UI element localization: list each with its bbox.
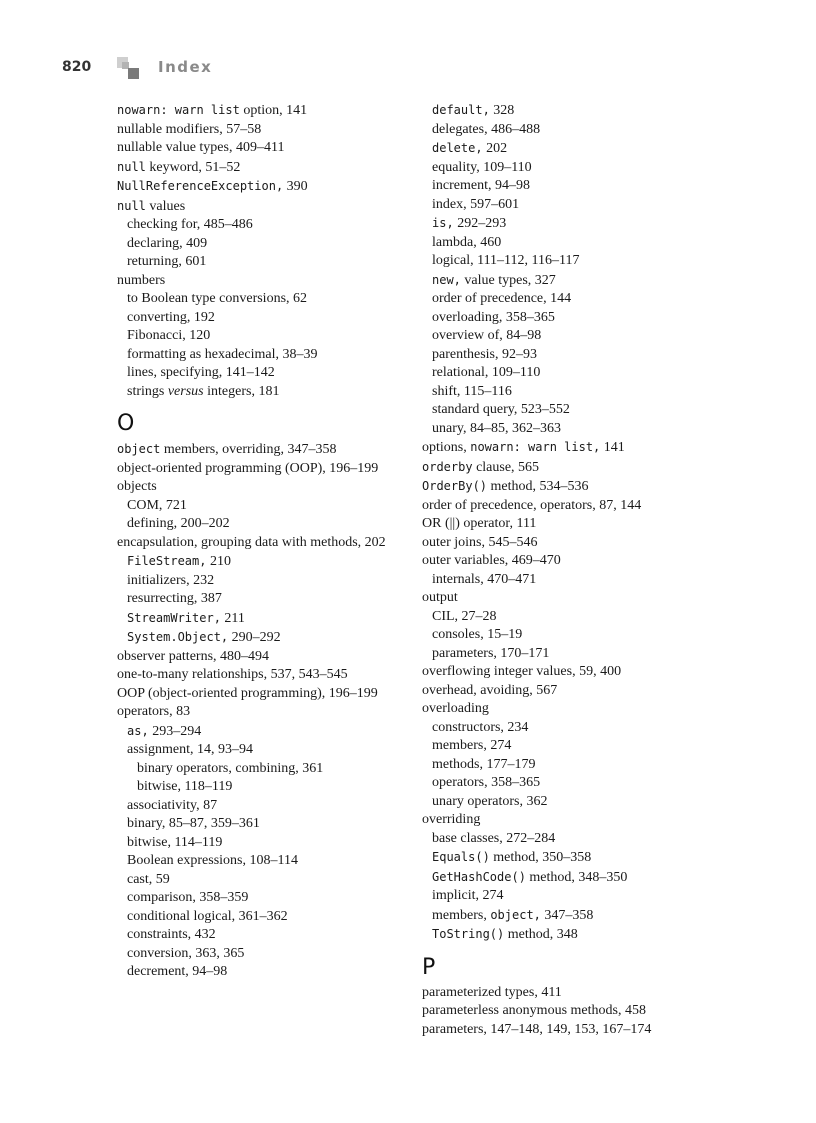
index-subentry (117, 945, 397, 964)
index-entry (117, 666, 397, 685)
entry-text: lambda, 460 (432, 234, 502, 250)
index-subentry (422, 756, 702, 775)
index-subentry (117, 778, 397, 797)
code-term: delete, (432, 141, 483, 155)
entry-text: OOP (object-oriented programming), 196–199 (117, 685, 378, 701)
index-entry (117, 460, 397, 479)
index-entry (117, 197, 397, 217)
index-entry (422, 1021, 702, 1040)
entry-text: defining, 200–202 (127, 516, 230, 531)
index-entry (422, 1002, 702, 1021)
entry-text: 210 (206, 554, 231, 569)
index-subentry (117, 515, 397, 534)
page-number: 820 (62, 59, 92, 75)
index-subentry (117, 908, 397, 927)
entry-text: 290–292 (228, 630, 281, 645)
index-subentry (117, 572, 397, 591)
entry-text: unary operators, 362 (432, 793, 548, 809)
entry-text: outer joins, 545–546 (422, 534, 538, 550)
index-subentry (422, 290, 702, 309)
index-subentry (422, 645, 702, 664)
index-subentry (117, 797, 397, 816)
index-subentry (117, 609, 397, 629)
index-subentry (117, 926, 397, 945)
entry-text: parameterless anonymous methods, 458 (422, 1003, 646, 1018)
entry-text: operators, 83 (117, 704, 191, 719)
index-subentry (422, 571, 702, 590)
index-subentry (117, 383, 397, 402)
index-subentry (422, 401, 702, 420)
entry-text: 141 (600, 440, 625, 455)
index-subentry (422, 868, 702, 888)
entry-text: bitwise, 114–119 (127, 834, 223, 850)
index-subentry (117, 253, 397, 272)
code-term: null (117, 198, 146, 213)
code-term: is, (432, 216, 454, 230)
entry-text: method, 350–358 (489, 850, 592, 865)
index-subentry (422, 234, 702, 253)
entry-text: objects (117, 479, 157, 494)
index-subentry (422, 626, 702, 645)
index-entry (117, 440, 397, 460)
entry-text: parenthesis, 92–93 (432, 346, 537, 362)
index-entry (422, 458, 702, 478)
index-subentry (117, 534, 397, 553)
index-subentry (422, 737, 702, 756)
entry-text: method, 348–350 (525, 869, 628, 885)
index-entry (117, 177, 397, 197)
code-term: null (117, 159, 146, 174)
index-subentry (422, 177, 702, 196)
index-entry (117, 478, 397, 497)
entry-text: strings (127, 383, 168, 399)
index-entry (422, 552, 702, 571)
entry-text: overview of, 84–98 (432, 328, 542, 343)
index-subentry (422, 139, 702, 159)
code-term: nowarn: warn list, (470, 440, 601, 454)
entry-text: overriding (422, 812, 481, 827)
entry-text: overloading, 358–365 (432, 309, 555, 325)
entry-text: 390 (283, 179, 308, 194)
entry-text: order of precedence, operators, 87, 144 (422, 497, 642, 513)
index-entry (422, 438, 702, 458)
entry-text: resurrecting, 387 (127, 591, 222, 606)
code-term: object, (490, 907, 541, 922)
index-subentry (117, 590, 397, 609)
index-subentry (422, 774, 702, 793)
index-entry (117, 648, 397, 667)
index-entry (117, 139, 397, 158)
entry-text: 292–293 (453, 216, 507, 231)
entry-text: 211 (220, 610, 245, 626)
entry-text: constraints, 432 (127, 927, 216, 942)
code-term: StreamWriter, (127, 610, 221, 625)
entry-text: order of precedence, 144 (432, 291, 572, 306)
entry-text: logical, 111–112, 116–117 (432, 253, 580, 268)
entry-text: encapsulation, grouping data with methods, 202 (117, 534, 386, 550)
index-entry (117, 703, 397, 722)
code-term: as, (127, 723, 149, 738)
index-subentry (422, 252, 702, 271)
index-subentry (117, 290, 397, 309)
entry-text: unary, 84–85, 362–363 (432, 420, 561, 436)
entry-text: conversion, 363, 365 (127, 945, 245, 961)
code-term: Equals() (432, 850, 490, 864)
index-subentry (117, 364, 397, 383)
index-subentry (422, 327, 702, 346)
code-term: nowarn: warn list (117, 103, 240, 117)
entry-text: output (422, 590, 458, 605)
index-subentry (422, 830, 702, 849)
entry-text: object-oriented programming (OOP), 196–199 (117, 460, 379, 476)
index-subentry (117, 235, 397, 254)
entry-text: members, (432, 907, 491, 923)
entry-text: internals, 470–471 (432, 571, 537, 587)
index-subentry (117, 722, 397, 742)
index-subentry (422, 793, 702, 812)
entry-text: index, 597–601 (432, 196, 520, 212)
entry-text: methods, 177–179 (432, 756, 536, 772)
index-column-left (117, 101, 397, 982)
code-term: new, (432, 272, 461, 287)
entry-text: CIL, 27–28 (432, 608, 497, 624)
entry-text: binary operators, combining, 361 (137, 760, 324, 776)
index-subentry (117, 760, 397, 779)
code-term: System.Object, (127, 630, 229, 644)
index-entry (422, 811, 702, 830)
code-term: object (117, 442, 161, 456)
entry-text: delegates, 486–488 (432, 121, 541, 137)
entry-text: clause, 565 (472, 459, 540, 475)
index-subentry (117, 871, 397, 890)
index-entry (422, 682, 702, 701)
entry-text: 293–294 (148, 723, 202, 739)
entry-text: base classes, 272–284 (432, 830, 556, 846)
entry-text: method, 534–536 (487, 479, 589, 494)
index-entry (117, 158, 397, 178)
entry-text: one-to-many relationships, 537, 543–545 (117, 667, 348, 682)
index-subentry (117, 309, 397, 328)
entry-text: options, (422, 440, 471, 455)
entry-text: relational, 109–110 (432, 365, 541, 380)
index-subentry (422, 848, 702, 868)
entry-text: shift, 115–116 (432, 383, 512, 399)
code-term: default, (432, 103, 490, 117)
code-term: NullReferenceException, (117, 179, 284, 193)
entry-text: operators, 358–365 (432, 775, 541, 790)
index-subentry (422, 271, 702, 291)
entry-text: parameters, 147–148, 149, 153, 167–174 (422, 1021, 652, 1037)
index-entry (117, 685, 397, 704)
entry-text: equality, 109–110 (432, 159, 532, 175)
index-subentry (117, 963, 397, 982)
index-subentry (117, 741, 397, 760)
code-term: OrderBy() (422, 479, 488, 493)
index-entry (422, 589, 702, 608)
index-column-right (422, 101, 702, 1039)
code-term: FileStream, (127, 554, 207, 568)
entry-text: observer patterns, 480–494 (117, 648, 270, 664)
index-subentry (422, 214, 702, 234)
index-subentry (117, 628, 397, 648)
entry-text: associativity, 87 (127, 797, 218, 813)
index-entry (422, 984, 702, 1003)
entry-text: checking for, 485–486 (127, 217, 253, 232)
index-subentry (117, 852, 397, 871)
entry-text: assignment, 14, 93–94 (127, 742, 253, 757)
index-subentry (422, 608, 702, 627)
index-subentry (422, 887, 702, 906)
entry-text: lines, specifying, 141–142 (127, 365, 275, 380)
entry-text: to Boolean type conversions, 62 (127, 291, 308, 306)
index-entry (422, 663, 702, 682)
index-entry (422, 534, 702, 553)
entry-text: consoles, 15–19 (432, 627, 523, 642)
entry-text: overflowing integer values, 59, 400 (422, 664, 622, 679)
entry-text: declaring, 409 (127, 235, 208, 251)
entry-text: decrement, 94–98 (127, 964, 228, 979)
entry-text: parameters, 170–171 (432, 645, 550, 661)
entry-text: members, 274 (432, 738, 512, 753)
entry-text: 347–358 (540, 907, 594, 923)
index-entry (117, 101, 397, 121)
entry-text: outer variables, 469–470 (422, 553, 561, 568)
index-subentry (117, 552, 397, 572)
entry-text: 328 (489, 103, 515, 118)
index-subentry (117, 327, 397, 346)
index-subentry (422, 719, 702, 738)
logo-icon (117, 57, 141, 79)
entry-text: bitwise, 118–119 (137, 779, 233, 794)
entry-text: returning, 601 (127, 254, 207, 269)
entry-text: cast, 59 (127, 871, 170, 887)
entry-text: numbers (117, 272, 166, 288)
entry-text: method, 348 (504, 927, 578, 942)
index-subentry (422, 383, 702, 402)
code-term: ToString() (432, 927, 505, 941)
index-entry (117, 121, 397, 140)
entry-text: 202 (482, 141, 508, 156)
index-entry (117, 272, 397, 291)
index-entry (422, 497, 702, 516)
entry-text: members, overriding, 347–358 (160, 442, 337, 457)
index-subentry (422, 420, 702, 439)
index-subentry (117, 815, 397, 834)
index-entry (422, 477, 702, 497)
index-subentry (422, 159, 702, 178)
entry-text: overloading (422, 701, 489, 716)
index-subentry (422, 364, 702, 383)
index-subentry (422, 196, 702, 215)
index-subentry (117, 346, 397, 365)
entry-text: integers, 181 (203, 383, 280, 399)
index-subentry (117, 497, 397, 516)
index-subentry (422, 121, 702, 140)
entry-text: standard query, 523–552 (432, 402, 570, 417)
index-entry (422, 515, 702, 534)
entry-text: keyword, 51–52 (145, 159, 241, 175)
entry-text: constructors, 234 (432, 719, 529, 735)
entry-text: Boolean expressions, 108–114 (127, 853, 298, 868)
entry-text: COM, 721 (127, 497, 187, 513)
entry-text: Fibonacci, 120 (127, 328, 211, 343)
section-title: Index (158, 58, 213, 76)
entry-text: nullable value types, 409–411 (117, 140, 285, 155)
entry-text: overhead, avoiding, 567 (422, 682, 558, 698)
code-term: GetHashCode() (432, 869, 526, 884)
entry-text: conditional logical, 361–362 (127, 908, 288, 924)
entry-text: OR (||) operator, 111 (422, 516, 537, 531)
index-subentry (117, 834, 397, 853)
italic-term: versus (167, 383, 204, 399)
index-letter-heading: P (422, 954, 436, 980)
entry-text: values (145, 198, 186, 214)
index-subentry (422, 925, 702, 945)
index-subentry (422, 309, 702, 328)
index-letter-heading: O (117, 411, 135, 436)
entry-text: formatting as hexadecimal, 38–39 (127, 346, 318, 362)
code-term: orderby (422, 459, 473, 474)
entry-text: parameterized types, 411 (422, 984, 562, 1000)
entry-text: option, 141 (239, 103, 308, 118)
entry-text: binary, 85–87, 359–361 (127, 816, 260, 831)
index-entry (422, 700, 702, 719)
index-subentry (117, 216, 397, 235)
entry-text: value types, 327 (460, 272, 556, 288)
entry-text: initializers, 232 (127, 572, 215, 588)
index-subentry (422, 906, 702, 926)
entry-text: nullable modifiers, 57–58 (117, 121, 262, 137)
entry-text: implicit, 274 (432, 888, 504, 903)
index-subentry (422, 101, 702, 121)
index-subentry (117, 889, 397, 908)
index-subentry (422, 346, 702, 365)
entry-text: converting, 192 (127, 309, 215, 325)
entry-text: increment, 94–98 (432, 178, 530, 193)
entry-text: comparison, 358–359 (127, 890, 249, 905)
